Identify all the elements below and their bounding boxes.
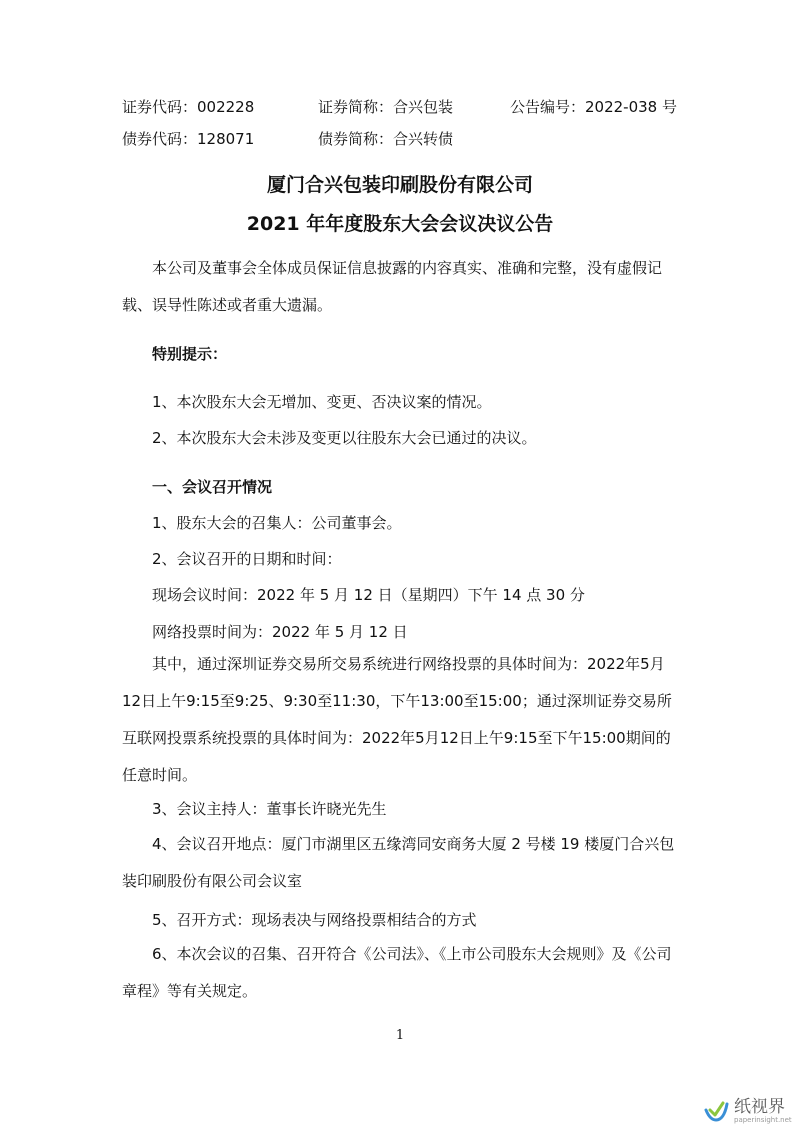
watermark-brand: 纸视界 [734, 1097, 785, 1117]
item-date-time: 2、会议召开的日期和时间： [152, 550, 342, 568]
item-venue: 4、会议召开地点：厦门市湖里区五缘湾同安商务大厦 2 号楼 19 楼厦门合兴包装印刷股份有限公司会议室 [122, 835, 675, 890]
special-notice-item-2: 2、本次股东大会未涉及变更以往股东大会已通过的决议。 [152, 429, 537, 447]
item-compliance: 6、本次会议的召集、召开符合《公司法》、《上市公司股东大会规则》及《公司章程》等有关规定。 [122, 945, 672, 1000]
page-number: 1 [395, 1028, 405, 1043]
stock-name: 证券简称：合兴包装 [318, 98, 454, 116]
watermark [700, 1090, 796, 1130]
special-notice-heading: 特别提示： [152, 345, 228, 363]
special-notice-item-1: 1、本次股东大会无增加、变更、否决议案的情况。 [152, 393, 492, 411]
document-title: 2021 年年度股东大会会议决议公告 [246, 213, 554, 235]
watermark-url: paperinsight.net [734, 1116, 792, 1124]
section-heading-meeting: 一、会议召开情况 [152, 478, 273, 496]
stock-code: 证券代码：002228 [122, 98, 255, 116]
swoosh-check-logo-icon [702, 1096, 730, 1124]
item-method: 5、召开方式：现场表决与网络投票相结合的方式 [152, 911, 477, 929]
item-convener: 1、股东大会的召集人：公司董事会。 [152, 514, 402, 532]
item-chairperson: 3、会议主持人：董事长许晓光先生 [152, 800, 387, 818]
declaration-paragraph: 本公司及董事会全体成员保证信息披露的内容真实、准确和完整，没有虚假记载、误导性陈述或者重大遗漏。 [122, 259, 663, 314]
bond-name: 债券简称：合兴转债 [318, 130, 454, 148]
announcement-number: 公告编号：2022-038 号 [510, 98, 677, 116]
voting-detail-paragraph: 其中，通过深圳证券交易所交易系统进行网络投票的具体时间为：2022年5月12日上午9:15至9:25、9:30至11:30，下午13:00至15:00；通过深圳证券交易所互联网投票系统投票的具体时间为：2022年5月12日上午9:15至下午15:00期间的任意时间。 [122, 655, 672, 784]
online-voting-time: 网络投票时间为：2022 年 5 月 12 日 [152, 623, 408, 641]
bond-code: 债券代码：128071 [122, 130, 255, 148]
onsite-meeting-time: 现场会议时间：2022 年 5 月 12 日（星期四）下午 14 点 30 分 [152, 586, 585, 604]
company-title: 厦门合兴包装印刷股份有限公司 [266, 174, 533, 196]
